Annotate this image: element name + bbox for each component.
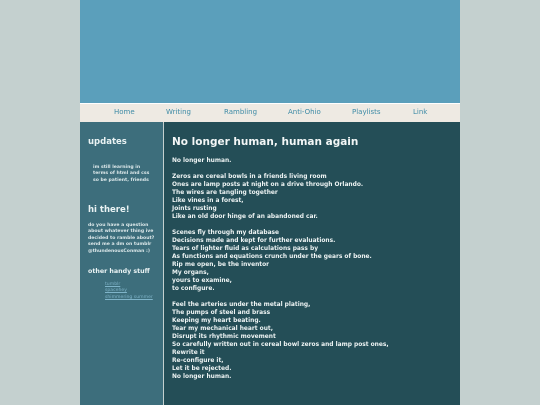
nav-link-playlists[interactable]: Playlists (352, 108, 381, 116)
poem-line: My organs, (172, 270, 209, 276)
poem-line: Scenes fly through my database (172, 230, 280, 236)
sidebar-link-tumblr[interactable]: tumblr (105, 282, 121, 287)
poem-line: So carefully written out in cereal bowl zeros and lamp post ones, (172, 342, 389, 348)
updates-line: terms of html and css (93, 171, 150, 177)
hi-line: do you have a question (88, 223, 149, 228)
poem-line: to configure. (172, 286, 215, 292)
poem-line: Feel the arteries under the metal plating, (172, 302, 311, 308)
poem-line: Let it be rejected. (172, 366, 232, 372)
poem-line: Decisions made and kept for further evaluations. (172, 238, 336, 244)
nav-link-link[interactable]: Link (413, 108, 428, 116)
main-content (164, 122, 460, 405)
nav-bar (80, 103, 460, 123)
poem-line: As functions and equations crunch under the gears of bone. (172, 254, 372, 260)
nav-link-anti-ohio[interactable]: Anti-Ohio (288, 108, 321, 116)
poem (172, 157, 389, 381)
poem-line: Ones are lamp posts at night on a drive through Orlando. (172, 182, 364, 188)
poem-line: Re-configure it, (172, 358, 224, 364)
header-banner (80, 0, 460, 103)
poem-line: The wires are tangling together (172, 190, 278, 196)
poem-line: Like vines in a forest, (172, 198, 244, 204)
updates-line: im still learning in (93, 165, 141, 170)
poem-line: The pumps of steel and brass (172, 310, 271, 316)
updates-line: so be patient, friends (93, 177, 149, 183)
sidebar (80, 122, 163, 405)
poem-line: Zeros are cereal bowls in a friends living room (172, 174, 327, 180)
poem-line: Tear my mechanical heart out, (172, 326, 273, 332)
sidebar-link-spacehey[interactable]: spacehey (105, 288, 127, 294)
poem-line: Rip me open, be the inventor (172, 262, 270, 268)
hi-heading: hi there! (88, 205, 130, 215)
hi-line: @thundenousConman :) (88, 248, 150, 254)
hi-line: decided to ramble about? (88, 235, 155, 241)
updates-text (93, 165, 149, 184)
nav-link-writing[interactable]: Writing (166, 108, 191, 116)
sidebar-links (105, 282, 153, 301)
poem-line: Tears of lighter fluid as calculations pass by (172, 246, 319, 252)
poem-line: No longer human. (172, 374, 232, 380)
sidebar-link-shimmering-summer[interactable]: shimmering summer (105, 294, 153, 300)
poem-line: yours to examine, (172, 278, 232, 284)
poem-line: No longer human. (172, 158, 232, 164)
updates-heading: updates (88, 137, 127, 147)
poem-line: Like an old door hinge of an abandoned car. (172, 214, 318, 220)
hi-line: send me a dm on tumblr (88, 242, 152, 248)
hi-text (88, 223, 154, 255)
poem-line: Rewrite it (172, 350, 205, 356)
poem-line: Joints rusting (172, 206, 217, 212)
page-frame (80, 0, 460, 405)
other-stuff-heading: other handy stuff (88, 268, 150, 275)
page-title: No longer human, human again (172, 136, 359, 148)
hi-line: about whatever thing ive (88, 229, 154, 235)
poem-line: Disrupt its rhythmic movement (172, 334, 276, 340)
nav-link-home[interactable]: Home (114, 108, 135, 116)
nav-link-rambling[interactable]: Rambling (224, 108, 258, 116)
poem-line: Keeping my heart beating. (172, 318, 261, 324)
